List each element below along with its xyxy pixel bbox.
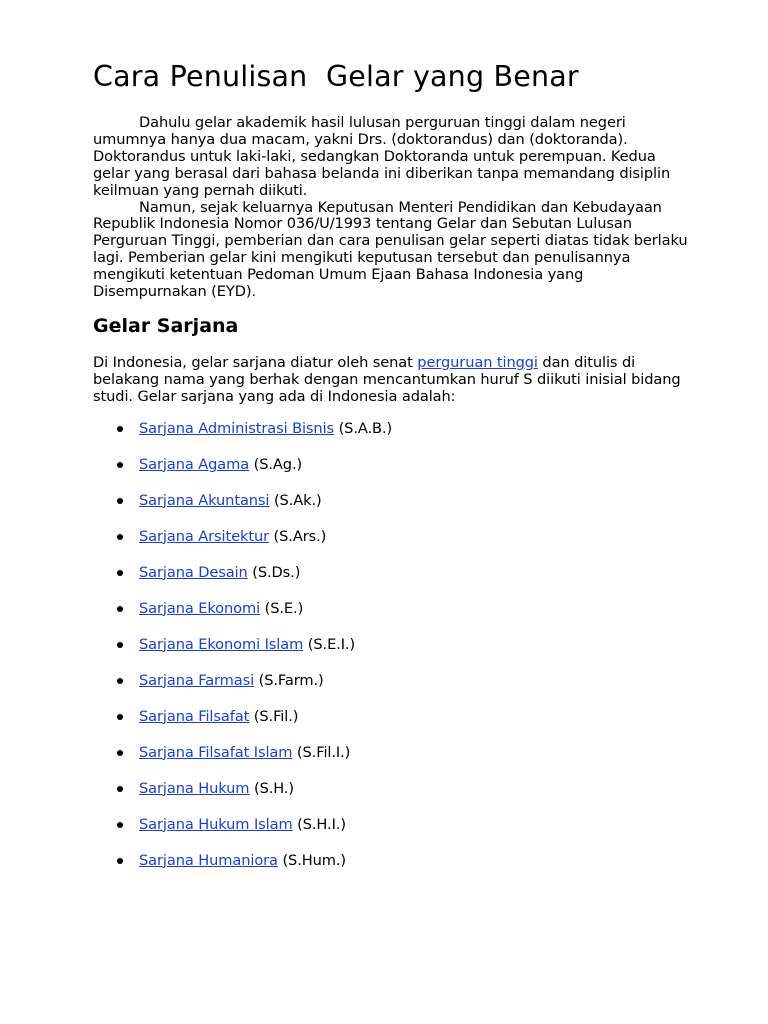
degree-link[interactable]: Sarjana Ekonomi <box>139 599 261 617</box>
degree-abbreviation: (S.H.) <box>249 779 295 797</box>
degree-link[interactable]: Sarjana Filsafat Islam <box>139 743 293 761</box>
section-text-after-link: dan ditulis di belakang nama yang berhak dengan mencantumkan huruf S diikuti inisial bidang studi. Gelar sarjana yang ada di Indonesia adalah: <box>93 353 681 405</box>
degree-list-item <box>93 814 693 850</box>
degree-list-item <box>93 778 693 814</box>
degree-list-item <box>93 526 693 562</box>
bullet-icon <box>117 642 123 648</box>
degree-abbreviation: (S.E.) <box>260 599 304 617</box>
degree-link[interactable]: Sarjana Hukum <box>139 779 250 797</box>
bullet-icon <box>117 498 123 504</box>
bullet-icon <box>117 426 123 432</box>
degree-link[interactable]: Sarjana Arsitektur <box>139 527 269 545</box>
degree-link[interactable]: Sarjana Ekonomi Islam <box>139 635 304 653</box>
bullet-icon <box>117 714 123 720</box>
section-text-before-link: Di Indonesia, gelar sarjana diatur oleh senat <box>93 353 418 371</box>
degree-list-item <box>93 850 693 886</box>
degree-list-item <box>93 706 693 742</box>
degree-abbreviation: (S.Fil.) <box>249 707 299 725</box>
degree-list <box>93 418 693 886</box>
bullet-icon <box>117 786 123 792</box>
document-page <box>93 58 693 886</box>
bullet-icon <box>117 750 123 756</box>
degree-list-item <box>93 454 693 490</box>
bullet-icon <box>117 678 123 684</box>
bullet-icon <box>117 534 123 540</box>
degree-list-item <box>93 598 693 634</box>
bullet-icon <box>117 822 123 828</box>
degree-link[interactable]: Sarjana Humaniora <box>139 851 278 869</box>
degree-link[interactable]: Sarjana Administrasi Bisnis <box>139 419 335 437</box>
degree-list-item <box>93 562 693 598</box>
degree-list-item <box>93 634 693 670</box>
perguruan-tinggi-link[interactable]: perguruan tinggi <box>417 353 538 371</box>
section-paragraph <box>93 355 693 406</box>
degree-link[interactable]: Sarjana Hukum Islam <box>139 815 293 833</box>
bullet-icon <box>117 606 123 612</box>
section-heading: Gelar Sarjana <box>93 314 239 337</box>
degree-abbreviation: (S.Ag.) <box>249 455 303 473</box>
degree-list-item <box>93 418 693 454</box>
degree-abbreviation: (S.Ak.) <box>269 491 322 509</box>
degree-list-item <box>93 742 693 778</box>
intro-paragraph-2: Namun, sejak keluarnya Keputusan Menteri Pendidikan dan Kebudayaan Republik Indonesia Nomor 036/U/1993 tentang Gelar dan Sebutan Lulusan Perguruan Tinggi, pemberian dan cara penulisan gelar seperti diatas tidak berlaku lagi. Pemberian gelar kini mengikuti keputusan tersebut dan penulisannya mengikuti ketentuan Pedoman Umum Ejaan Bahasa Indonesia yang Disempurnakan (EYD). <box>93 198 688 301</box>
bullet-icon <box>117 570 123 576</box>
degree-link[interactable]: Sarjana Filsafat <box>139 707 250 725</box>
degree-abbreviation: (S.Farm.) <box>254 671 324 689</box>
degree-list-item <box>93 670 693 706</box>
degree-link[interactable]: Sarjana Desain <box>139 563 248 581</box>
intro-paragraph-1: Dahulu gelar akademik hasil lulusan perguruan tinggi dalam negeri umumnya hanya dua macam, yakni Drs. (doktorandus) dan (doktoranda). Doktorandus untuk laki-laki, sedangkan Doktoranda untuk perempuan. Kedua gelar yang berasal dari bahasa belanda ini diberikan tanpa memandang disiplin keilmuan yang pernah diikuti. <box>93 114 671 199</box>
degree-list-item <box>93 490 693 526</box>
degree-abbreviation: (S.Ds.) <box>247 563 301 581</box>
intro-section <box>93 115 693 301</box>
degree-abbreviation: (S.Hum.) <box>277 851 347 869</box>
degree-link[interactable]: Sarjana Farmasi <box>139 671 255 689</box>
degree-abbreviation: (S.A.B.) <box>334 419 393 437</box>
degree-link[interactable]: Sarjana Agama <box>139 455 250 473</box>
degree-link[interactable]: Sarjana Akuntansi <box>139 491 270 509</box>
bullet-icon <box>117 462 123 468</box>
degree-abbreviation: (S.E.I.) <box>303 635 356 653</box>
degree-abbreviation: (S.H.I.) <box>292 815 346 833</box>
bullet-icon <box>117 858 123 864</box>
degree-abbreviation: (S.Fil.I.) <box>292 743 351 761</box>
page-title: Cara Penulisan Gelar yang Benar <box>93 60 579 93</box>
degree-abbreviation: (S.Ars.) <box>269 527 327 545</box>
